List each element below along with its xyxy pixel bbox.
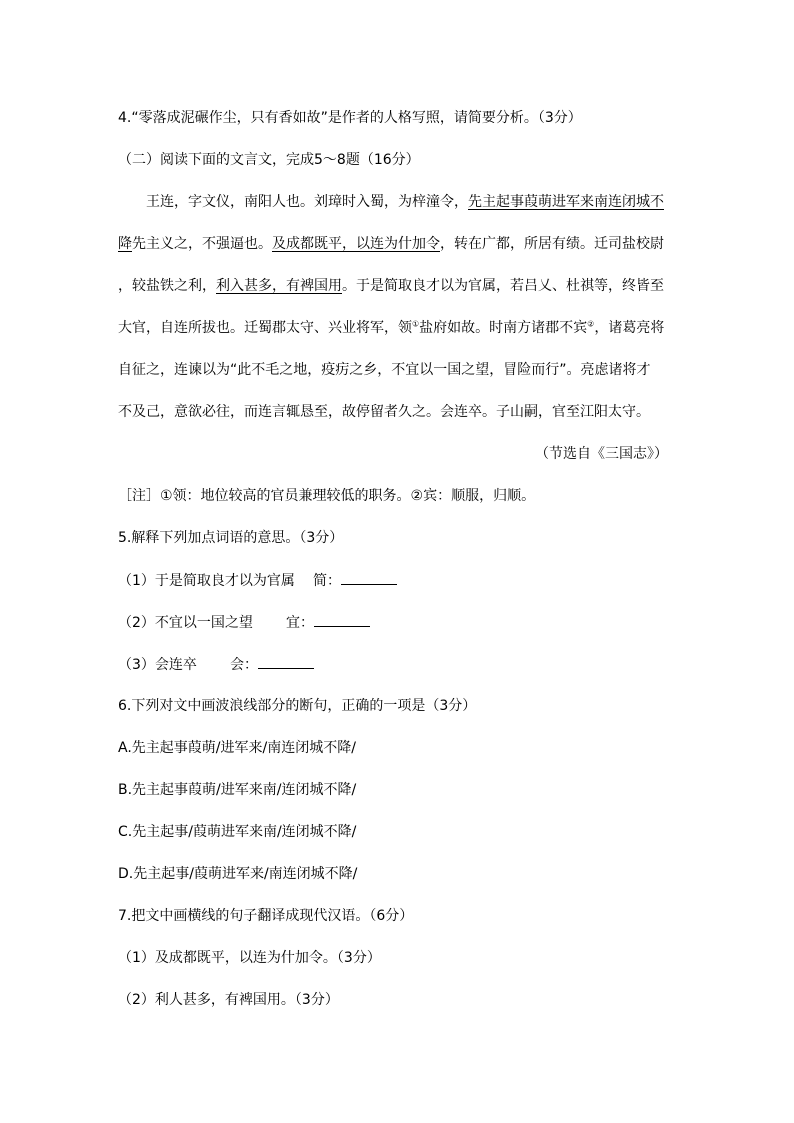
question-6-title: 6.下列对文中画波浪线部分的断句，正确的一项是（3分） [118,698,477,714]
passage-text: ，诸葛亮将 [594,320,665,336]
question-5-item-3 [118,654,314,675]
question-5-item-2 [118,612,370,633]
underlined-sentence-2: 利入甚多，有裨国用 [216,278,342,294]
footnote-marker: ① [412,319,420,329]
passage-text: 。于是简取良才以为官属，若吕乂、杜祺等，终皆至 [342,278,664,294]
item-label: 会： [230,657,258,673]
passage-text: 大官，自连所拔也。迁蜀郡太守、兴业将军，领 [118,320,412,336]
passage-text: ，转在广都，所居有绩。迁司盐校尉 [440,236,664,252]
question-6-option-c[interactable]: C.先主起事/葭萌进军来南/连闭城不降/ [118,824,357,840]
passage-line-2 [118,234,670,254]
item-label: 宜： [286,615,314,631]
passage-line-6: 不及己，意欲必往，而连言辄恳至，故停留者久之。会连卒。子山嗣，官至江阳太守。 [118,404,650,420]
answer-blank[interactable] [314,612,370,627]
answer-blank[interactable] [341,570,397,585]
section-2-heading: （二）阅读下面的文言文，完成5～8题（16分） [118,152,420,168]
answer-blank[interactable] [258,654,314,669]
item-text: （1）于是简取良才以为官属 [118,573,295,589]
passage-text: 先主义之，不强逼也。 [132,236,272,252]
passage-text: 王连，字文仪，南阳人也。刘璋时入蜀，为梓潼令， [146,194,468,210]
underlined-sentence-1: 及成都既平，以连为什加令 [272,236,440,252]
passage-line-5: 自征之，连谏以为“此不毛之地，疫疠之乡，不宜以一国之望，冒险而行”。亮虑诸将才 [118,362,651,378]
annotation-note: ［注］①领：地位较高的官员兼理较低的职务。②宾：顺服，归顺。 [118,488,536,504]
question-4: 4.“零落成泥碾作尘，只有香如故”是作者的人格写照，请简要分析。（3分） [118,110,582,126]
question-5-item-1 [118,570,397,591]
passage-text: 盐府如故。时南方诸郡不宾 [419,320,588,336]
wavy-underlined-text: 降 [118,236,132,252]
item-text: （3）会连卒 [118,657,197,673]
passage-text: ，较盐铁之利， [118,278,216,294]
footnote-marker: ② [587,319,595,329]
question-7-item-1: （1）及成都既平，以连为什加令。（3分） [118,950,381,966]
question-7-title: 7.把文中画横线的句子翻译成现代汉语。（6分） [118,908,414,924]
question-6-option-b[interactable]: B.先主起事葭萌/进军来南/连闭城不降/ [118,782,357,798]
item-label: 简： [313,573,341,589]
item-text: （2）不宜以一国之望 [118,615,253,631]
passage-line-3 [118,276,670,296]
question-5-title: 5.解释下列加点词语的意思。（3分） [118,530,344,546]
wavy-underlined-text: 先主起事葭萌进军来南连闭城不 [468,194,664,210]
passage-line-4 [118,318,670,338]
question-7-item-2: （2）利人甚多，有裨国用。（3分） [118,992,339,1008]
question-6-option-d[interactable]: D.先主起事/葭萌进军来/南连闭城不降/ [118,866,358,882]
question-6-option-a[interactable]: A.先主起事葭萌/进军来/南连闭城不降/ [118,740,356,756]
passage-source: （节选自《三国志》） [535,446,668,462]
passage-line-1 [118,192,670,212]
